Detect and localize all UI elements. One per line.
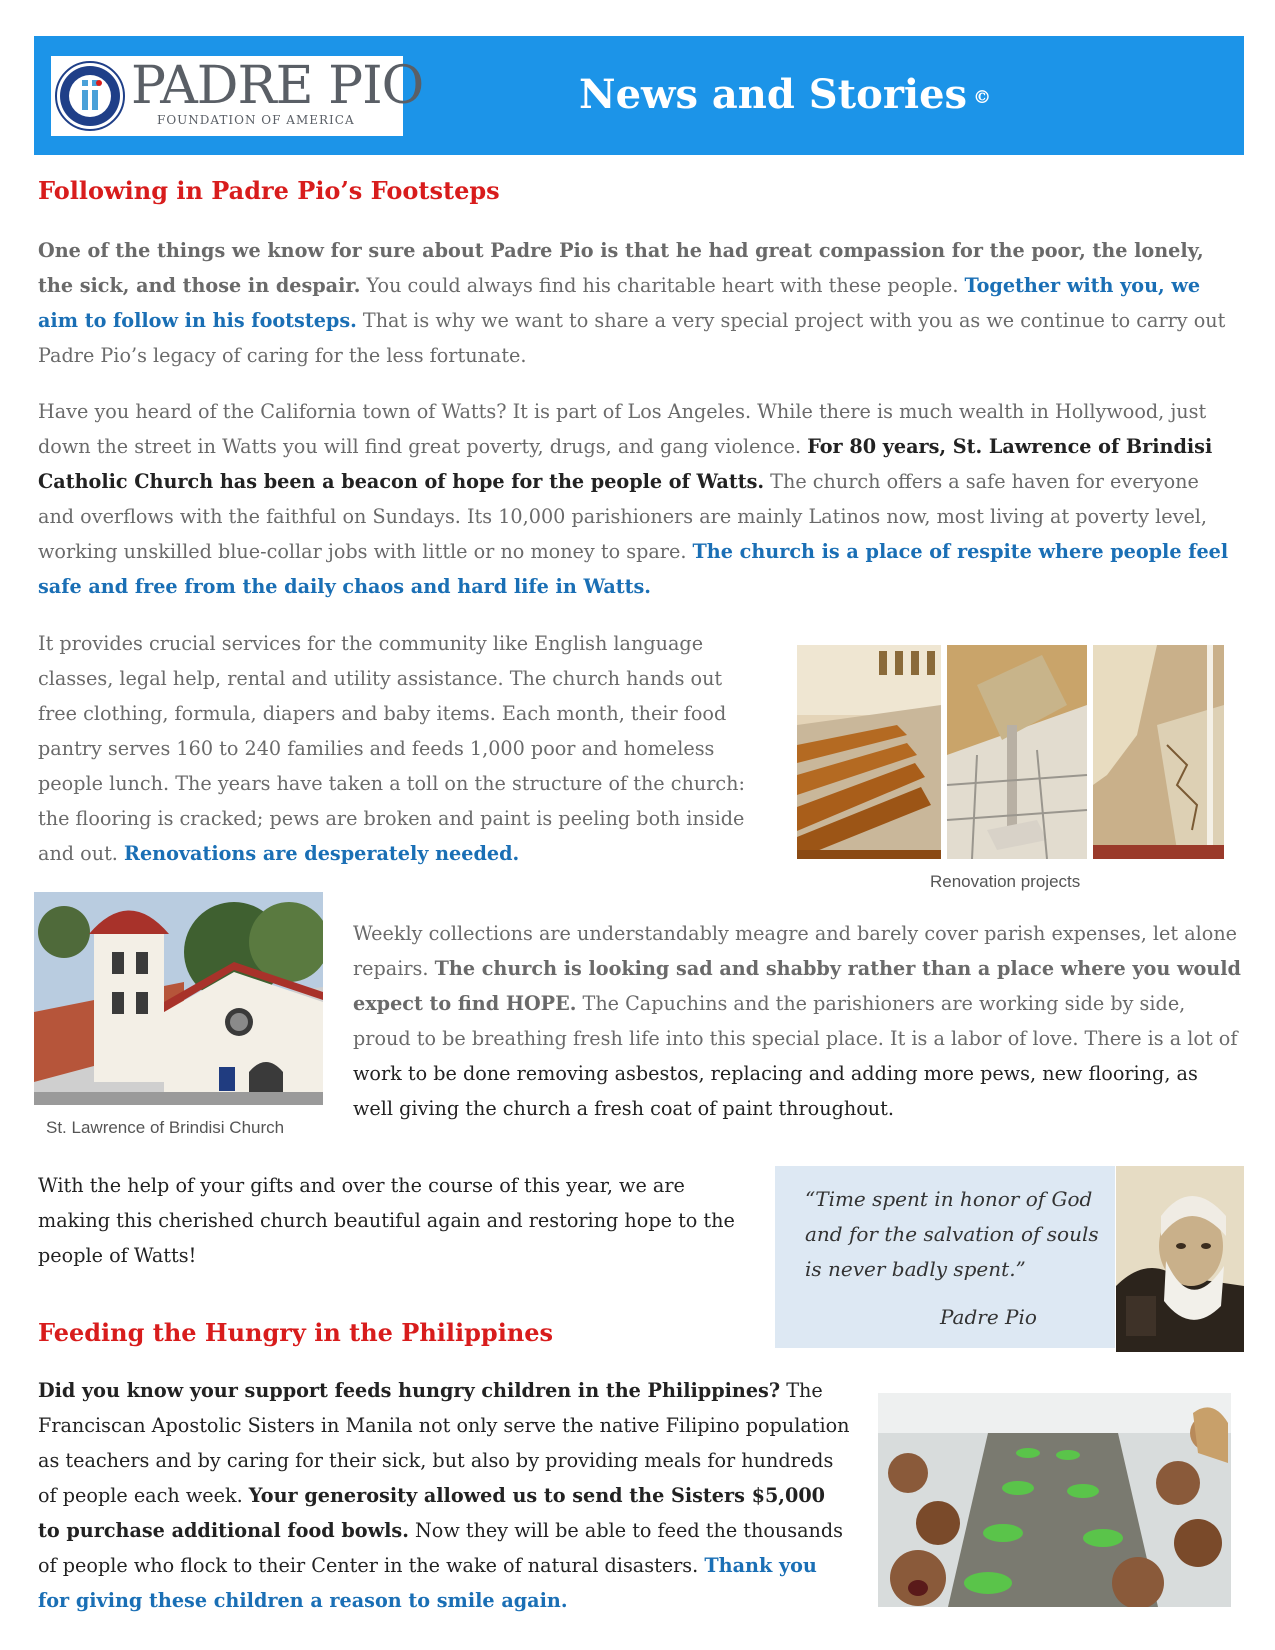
paragraph-2-text: Have you heard of the California town of Watts? It is part of Los Angeles. While there is much wealth in Hollywood, just down the street in Watts you will find great poverty, drugs, and gang violence. [38, 400, 1207, 458]
paragraph-6-text: The Franciscan Apostolic Sisters in Manila not only serve the native Filipino population as teachers and by caring for their sick, but also by providing meals for hundreds of people each week. [38, 1379, 850, 1507]
foundation-seal-icon [55, 61, 125, 131]
paragraph-1-text-end: That is why we want to share a very special project with you as we continue to carry out Padre Pio’s legacy of caring for the less fortunate. [38, 309, 1226, 367]
logo-subtitle: FOUNDATION OF AMERICA [157, 113, 355, 127]
quote-author: Padre Pio [940, 1305, 1037, 1329]
paragraph-2-highlight: The church is a place of respite where people feel safe and free from the daily chaos and hard life in Watts. [38, 540, 1229, 598]
foundation-logo[interactable] [51, 56, 424, 136]
floor-photo [947, 645, 1087, 859]
header-banner [34, 36, 1244, 155]
article-paragraph-4 [353, 916, 1243, 1126]
pews-photo [797, 645, 941, 859]
paragraph-2-bold: For 80 years, St. Lawrence of Brindisi Catholic Church has been a beacon of hope for the people of Watts. [38, 435, 1213, 493]
quote-text: “Time spent in honor of God and for the salvation of souls is never badly spent.” [805, 1187, 1099, 1281]
logo-name: PADRE PIO [131, 56, 424, 116]
article-paragraph-3 [38, 626, 746, 871]
article-paragraph-2 [38, 394, 1238, 604]
paragraph-4-text: Weekly collections are understandably meagre and barely cover parish expenses, let alone repairs. [353, 922, 1238, 980]
article-paragraph-1 [38, 233, 1238, 373]
article-paragraph-5: With the help of your gifts and over the course of this year, we are making this cherished church beautiful again and restoring hope to the people of Watts! [38, 1174, 735, 1267]
church-photo-caption: St. Lawrence of Brindisi Church [46, 1118, 285, 1137]
paragraph-4-bold: The church is looking sad and shabby rather than a place where you would expect to find HOPE. [353, 957, 1241, 1015]
article-heading-philippines: Feeding the Hungry in the Philippines [38, 1318, 554, 1347]
paragraph-1-text: You could always find his charitable heart with these people. [360, 274, 965, 297]
paragraph-2-text-mid: The church offers a safe haven for everyone and overflows with the faithful on Sundays. Its 10,000 parishioners are mainly Latinos now, most living at poverty level, working unskilled blue-collar jobs with little or no money to spare. [38, 470, 1208, 563]
article-paragraph-6 [38, 1373, 850, 1618]
paragraph-1-highlight: Together with you, we aim to follow in his footsteps. [38, 274, 1201, 332]
renovation-photos-caption: Renovation projects [930, 872, 1081, 891]
paragraph-6-highlight: Thank you for giving these children a reason to smile again. [38, 1554, 817, 1612]
renovation-photos [797, 645, 1224, 859]
page-title [579, 70, 991, 123]
paragraph-6-bold-2: Your generosity allowed us to send the Sisters $5,000 to purchase additional food bowls. [38, 1484, 826, 1542]
paragraph-1-bold: One of the things we know for sure about Padre Pio is that he had great compassion for the poor, the lonely, the sick, and those in despair. [38, 239, 1204, 297]
paragraph-4-text-mid: The Capuchins and the parishioners are working side by side, proud to be breathing fresh life into this special place. It is a labor of love. There is a lot of [353, 992, 1238, 1050]
church-photo [34, 892, 323, 1105]
peeling-paint-photo [1093, 645, 1224, 859]
article-heading-footsteps: Following in Padre Pio’s Footsteps [38, 176, 500, 205]
padre-pio-portrait [1116, 1166, 1244, 1352]
paragraph-6-bold: Did you know your support feeds hungry children in the Philippines? [38, 1379, 781, 1402]
children-eating-photo [878, 1393, 1231, 1607]
paragraph-6-text-2: Now they will be able to feed the thousands of people who flock to their Center in the wake of natural disasters. [38, 1519, 844, 1577]
copyright-symbol: © [973, 87, 992, 108]
quote-box [775, 1166, 1115, 1348]
paragraph-3-highlight: Renovations are desperately needed. [124, 842, 520, 865]
paragraph-3-text: It provides crucial services for the community like English language classes, legal help, rental and utility assistance. The church hands out free clothing, formula, diapers and baby items. Each month, their food pantry serves 160 to 240 families and feeds 1,000 poor and homeless people lunch. The years have taken a toll on the structure of the church: the flooring is cracked; pews are broken and paint is peeling both inside and out. [38, 632, 745, 865]
paragraph-4-dark: work to be done removing asbestos, replacing and adding more pews, new flooring, as well giving the church a fresh coat of paint throughout. [353, 1062, 1198, 1120]
page-title-text: News and Stories [579, 71, 968, 118]
